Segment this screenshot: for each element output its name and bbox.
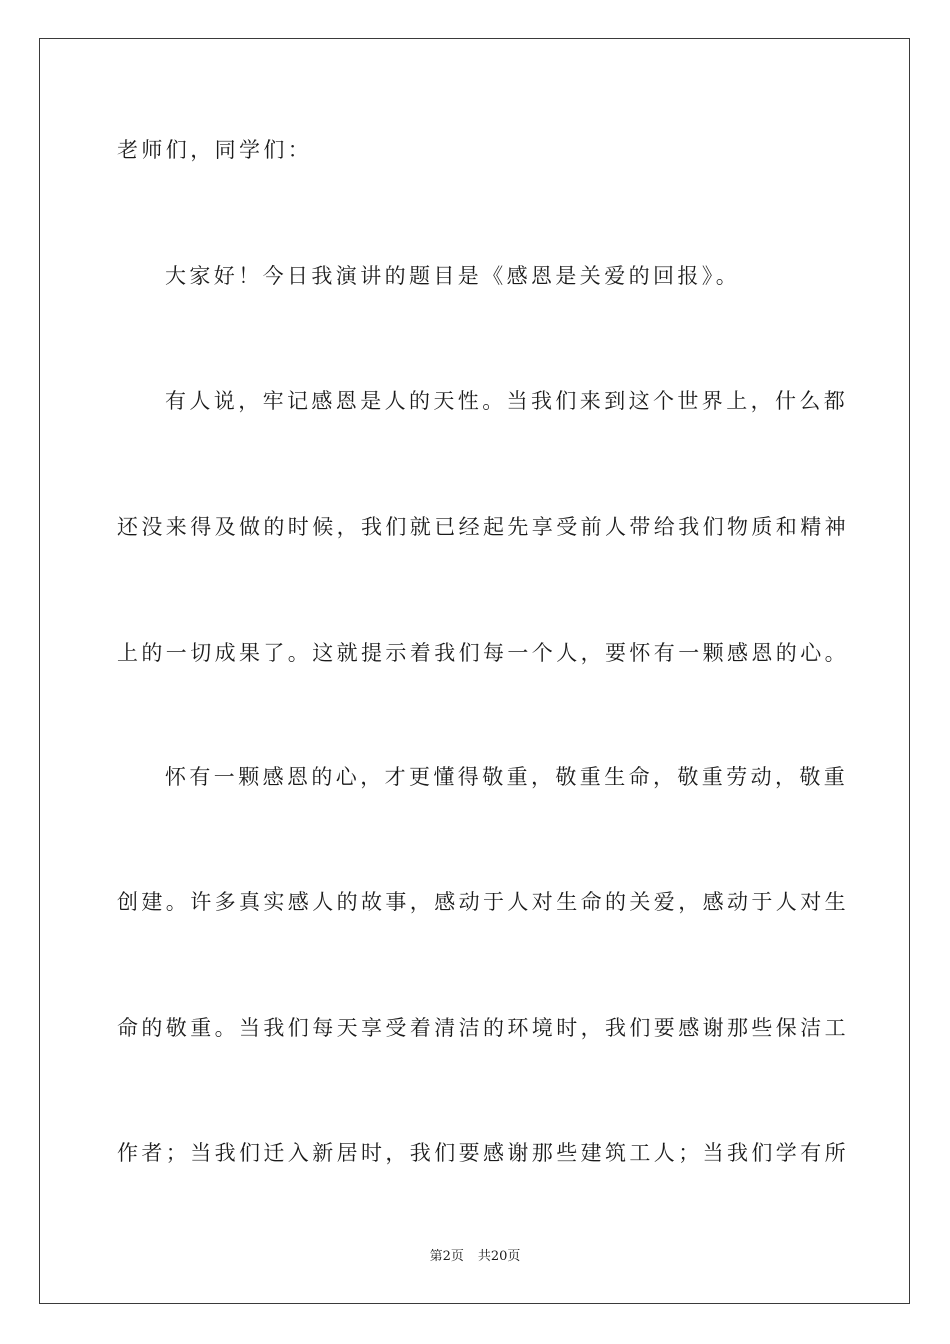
paragraph-line: 有人说，牢记感恩是人的天性。当我们来到这个世界上，什么都 [165, 389, 849, 413]
paragraph-line: 作者；当我们迁入新居时，我们要感谢那些建筑工人；当我们学有所 [117, 1141, 849, 1165]
page-number-footer [0, 1248, 950, 1266]
paragraph-line: 上的一切成果了。这就提示着我们每一个人，要怀有一颗感恩的心。 [117, 641, 849, 665]
page-border [39, 38, 910, 1304]
salutation-line: 老师们，同学们： [117, 138, 313, 162]
total-pages-label: 共20页 [477, 1249, 521, 1264]
current-page-label: 第2页 [429, 1249, 464, 1264]
paragraph-line: 还没来得及做的时候，我们就已经起先享受前人带给我们物质和精神 [117, 515, 849, 539]
paragraph-line: 大家好！今日我演讲的题目是《感恩是关爱的回报》。 [165, 264, 741, 288]
paragraph-line: 怀有一颗感恩的心，才更懂得敬重，敬重生命，敬重劳动，敬重 [165, 765, 849, 789]
paragraph-line: 创建。许多真实感人的故事，感动于人对生命的关爱，感动于人对生 [117, 890, 849, 914]
paragraph-line: 命的敬重。当我们每天享受着清洁的环境时，我们要感谢那些保洁工 [117, 1016, 849, 1040]
